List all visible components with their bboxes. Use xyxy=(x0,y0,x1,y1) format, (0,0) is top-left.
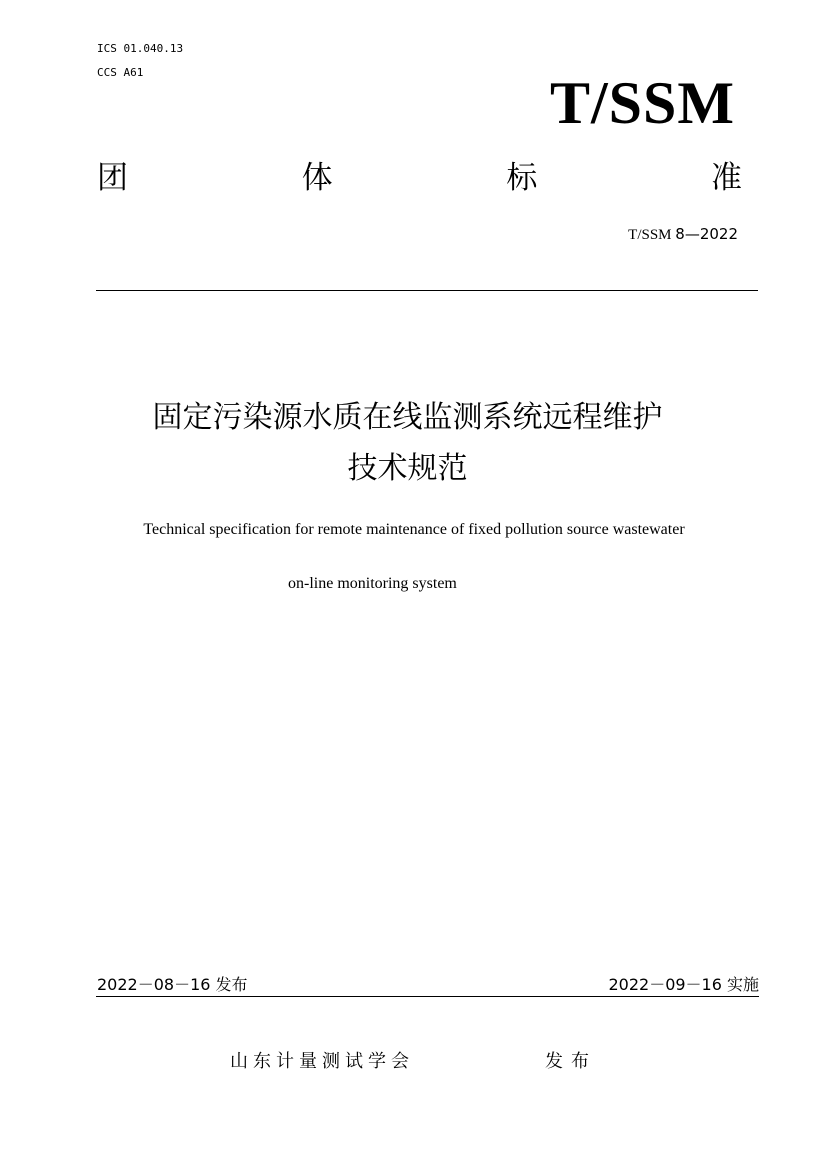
implementation-date: 2022－09－16 实施 xyxy=(608,975,759,994)
footer-divider xyxy=(96,996,759,997)
ccs-code: CCS A61 xyxy=(97,66,144,79)
standard-number xyxy=(628,224,738,245)
publish-label: 发布 xyxy=(545,1051,597,1072)
header-divider xyxy=(96,290,758,291)
title-en-line1: Technical specification for remote maintenance of fixed pollution source wastewater xyxy=(143,521,685,538)
issue-date: 2022－08－16 发布 xyxy=(97,975,248,994)
standard-type-char-4: 准 xyxy=(710,160,742,196)
standard-number-value: 8—2022 xyxy=(675,225,738,243)
ics-code: ICS 01.040.13 xyxy=(97,42,184,55)
standard-number-prefix: T/SSM xyxy=(628,227,672,243)
publisher-name: 山东计量测试学会 xyxy=(230,1051,414,1072)
standard-type xyxy=(97,158,742,198)
title-zh-line2: 技术规范 xyxy=(347,451,468,486)
standard-type-char-1: 团 xyxy=(97,160,128,196)
standard-type-char-2: 体 xyxy=(301,160,333,196)
standard-logo: T/SSM xyxy=(549,70,735,136)
title-zh-line1: 固定污染源水质在线监测系统远程维护 xyxy=(152,400,663,435)
standard-type-char-3: 标 xyxy=(506,160,538,196)
title-en-line2: on-line monitoring system xyxy=(288,575,457,592)
